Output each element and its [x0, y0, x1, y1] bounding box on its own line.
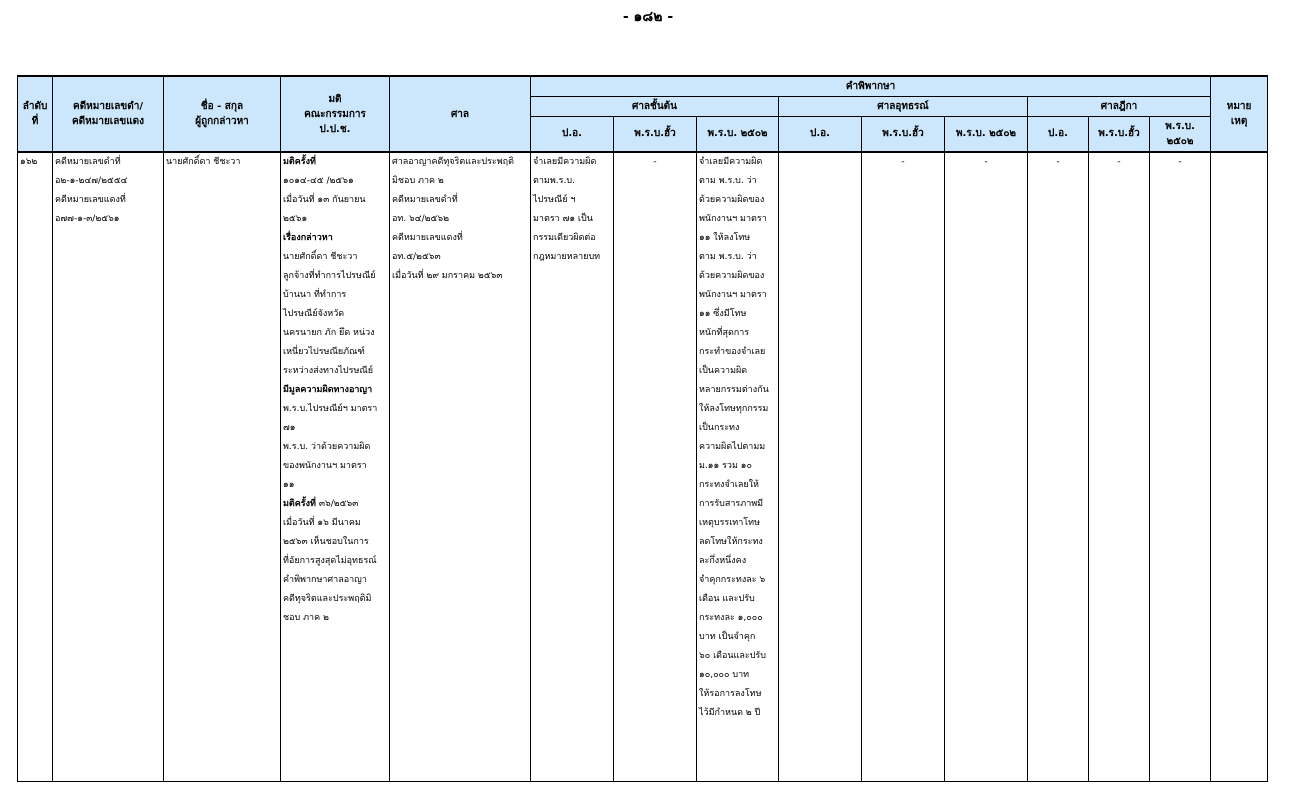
- header-court: ศาล: [390, 76, 531, 152]
- resolution-text-4: เมื่อวันที่ ๑๖ มีนาคม ๒๕๖๓ เห็นชอบในการ ที่อัยการสูงสุดไม่อุทธรณ์ คำพิพากษาศาลอาญา คดีทุจริตและประพฤติมิ ชอบ ภาค ๒: [283, 518, 377, 623]
- cell-first-act-2502: จำเลยมีความผิด ตาม พ.ร.บ. ว่า ด้วยความผิดของ พนักงานฯ มาตรา ๑๑ ให้ลงโทษ ตาม พ.ร.บ. ว่า ด้วยความผิดของ พนักงานฯ มาตรา ๑๑ ซึ่งมีโทษ หนักที่สุดการ กระทำของจำเลย เป็นความผิด หลายกรรมต่างกัน ให้ลงโทษทุกกรรม เป็นกระทง ความผิดไปตามม ม.๑๑ รวม ๑๐ กระทงจำเลยให้ การรับสารภาพมี เหตุบรรเทาโทษ ลดโทษให้กระทง ละกึ่งหนึ่งคง จำคุกกระทงละ ๖ เดือน และปรับ กระทงละ ๑,๐๐๐ บาท เป็นจำคุก ๖๐ เดือนและปรับ ๑๐,๐๐๐ บาท ให้รอการลงโทษ ไว้มีกำหนด ๒ ปี: [697, 152, 779, 781]
- cell-appeal-act-2502: -: [945, 152, 1028, 781]
- ruling-table: [17, 75, 1268, 782]
- header-first-instance: ศาลชั้นต้น: [531, 96, 779, 116]
- header-supreme-act-2502: พ.ร.บ. ๒๕๐๒: [1150, 116, 1211, 152]
- resolution-title-4: มติครั้งที่: [283, 499, 316, 509]
- resolution-number-4: ๓๖/๒๕๖๓: [315, 499, 359, 509]
- cell-first-act: -: [614, 152, 697, 781]
- cell-accused: นายศักดิ์ดา ชีชะวา: [164, 152, 281, 781]
- resolution-title-1: มติครั้งที่: [283, 157, 316, 167]
- resolution-title-2: เรื่องกล่าวหา: [283, 233, 333, 243]
- header-remarks: หมาย เหตุ: [1211, 76, 1268, 152]
- cell-remarks: [1211, 152, 1268, 781]
- header-appeal-act-2502: พ.ร.บ. ๒๕๐๒: [945, 116, 1028, 152]
- header-first-criminal-code: ป.อ.: [531, 116, 614, 152]
- cell-appeal-act: -: [862, 152, 945, 781]
- resolution-text-2: นายศักดิ์ดา ชีชะวา ลูกจ้างที่ทำการไปรษณีย์ บ้านนา ที่ทำการ ไปรษณีย์จังหวัด นครนายก ภัก ยึด หน่วง เหนี่ยวไปรษณียภัณฑ์ ระหว่างส่งทางไปรษณีย์: [283, 252, 376, 376]
- resolution-title-3: มีมูลความผิดทางอาญา: [283, 385, 373, 395]
- header-supreme-criminal-code: ป.อ.: [1028, 116, 1089, 152]
- cell-case-numbers: คดีหมายเลขดำที่ อ๒-๑-๒๔๗/๒๕๕๔ คดีหมายเลขแดงที่ อ๗๗-๑-๓/๒๕๖๑: [53, 152, 164, 781]
- header-first-act: พ.ร.บ.ฮั้ว: [614, 116, 697, 152]
- header-accused: ชื่อ - สกุล ผู้ถูกกล่าวหา: [164, 76, 281, 152]
- header-appeal-criminal-code: ป.อ.: [779, 116, 862, 152]
- cell-supreme-act-2502: -: [1150, 152, 1211, 781]
- cell-supreme-criminal-code: -: [1028, 152, 1089, 781]
- cell-resolution: [281, 152, 390, 781]
- table-row: [18, 152, 1268, 781]
- header-appeal-act: พ.ร.บ.ฮั้ว: [862, 116, 945, 152]
- cell-seq: ๑๖๒: [18, 152, 53, 781]
- header-judgment: คำพิพากษา: [531, 76, 1211, 96]
- cell-court: ศาลอาญาคดีทุจริตและประพฤติ มิชอบ ภาค ๒ คดีหมายเลขดำที่ อท. ๖๔/๒๕๖๒ คดีหมายเลขแดงที่ อท.๕/๒๕๖๓ เมื่อวันที่ ๒๙ มกราคม ๒๕๖๓: [390, 152, 531, 781]
- header-case-numbers: คดีหมายเลขดำ/ คดีหมายเลขแดง: [53, 76, 164, 152]
- resolution-text-3: พ.ร.บ.ไปรษณีย์ฯ มาตรา ๗๑ พ.ร.บ. ว่าด้วยความผิด ของพนักงานฯ มาตรา ๑๑: [283, 404, 378, 490]
- header-supreme: ศาลฎีกา: [1028, 96, 1211, 116]
- header-resolution: มติ คณะกรรมการ ป.ป.ช.: [281, 76, 390, 152]
- header-appeal: ศาลอุทธรณ์: [779, 96, 1028, 116]
- header-first-act-2502: พ.ร.บ. ๒๕๐๒: [697, 116, 779, 152]
- resolution-text-1: ๑๐๑๔-๔๕ /๒๕๖๑ เมื่อวันที่ ๑๓ กันยายน ๒๕๖๑: [283, 176, 366, 224]
- header-seq: ลำดับ ที่: [18, 76, 53, 152]
- page-number: - ๑๘๒ -: [622, 9, 674, 25]
- cell-appeal-criminal-code: [779, 152, 862, 781]
- cell-supreme-act: -: [1089, 152, 1150, 781]
- header-supreme-act: พ.ร.บ.ฮั้ว: [1089, 116, 1150, 152]
- cell-first-criminal-code: จำเลยมีความผิด ตามพ.ร.บ. ไปรษณีย์ ฯ มาตรา ๗๑ เป็น กรรมเดียวผิดต่อ กฎหมายหลายบท: [531, 152, 614, 781]
